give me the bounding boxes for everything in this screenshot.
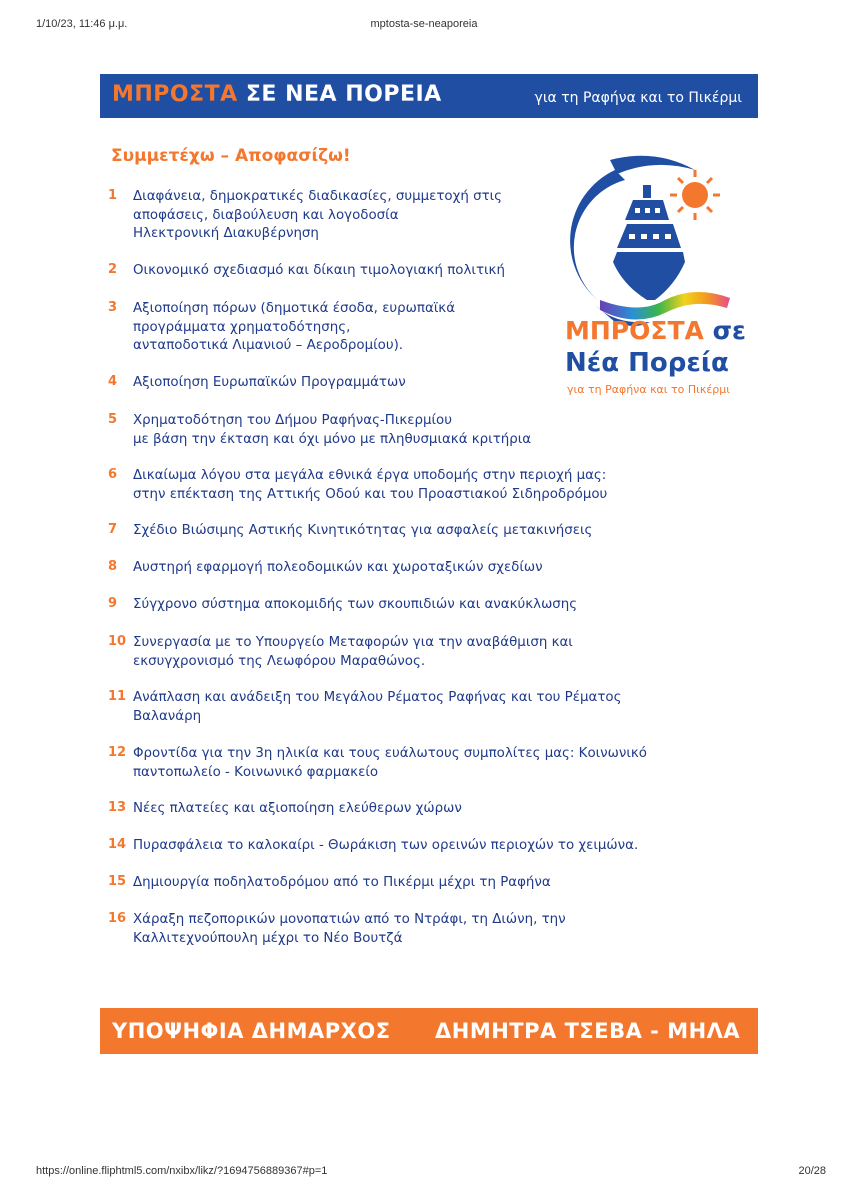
banner-title-white: ΣΕ ΝΕΑ ΠΟΡΕΙΑ [245,82,442,107]
item-number: 5 [108,412,118,427]
item-number: 9 [108,596,118,611]
item-number: 1 [108,188,118,203]
item-number: 6 [108,467,118,482]
item-text: Δικαίωμα λόγου στα μεγάλα εθνικά έργα υποδομής στην περιοχή μας: στην επέκταση της Αττικής Οδού και του Προαστιακού Σιδηροδρόμου [133,468,608,502]
banner-title [112,82,442,107]
item-text: Σύγχρονο σύστημα αποκομιδής των σκουπιδιών και ανακύκλωσης [133,597,578,612]
print-title: mptosta-se-neaporeia [370,18,478,30]
item-number: 11 [108,689,127,704]
candidate-role: ΥΠΟΨΗΦΙΑ ΔΗΜΑΡΧΟΣ [112,1019,391,1043]
item-number: 4 [108,374,118,389]
item-text: Αξιοποίηση πόρων (δημοτικά έσοδα, ευρωπαϊκά προγράμματα χρηματοδότησης, ανταποδοτικά Λιμανιού – Αεροδρομίου). [133,301,456,353]
item-number: 2 [108,262,118,277]
item-text: Ανάπλαση και ανάδειξη του Μεγάλου Ρέματος Ραφήνας και του Ρέματος Βαλανάρη [133,690,622,724]
print-page-number: 20/28 [798,1165,826,1177]
item-number: 3 [108,300,118,315]
item-text: Οικονομικό σχεδιασμό και δίκαιη τιμολογιακή πολιτική [133,263,505,278]
item-text: Σχέδιο Βιώσιμης Αστικής Κινητικότητας για ασφαλείς μετακινήσεις [133,523,593,538]
item-text: Πυρασφάλεια το καλοκαίρι - Θωράκιση των ορεινών περιοχών το χειμώνα. [133,838,639,853]
bottom-banner [100,1008,758,1054]
section-subtitle: Συμμετέχω – Αποφασίζω! [111,146,351,166]
item-text: Διαφάνεια, δημοκρατικές διαδικασίες, συμμετοχή στις αποφάσεις, διαβούλευση και λογοδοσία Ηλεκτρονική Διακυβέρνηση [133,189,503,241]
item-text: Νέες πλατείες και αξιοποίηση ελεύθερων χώρων [133,801,462,816]
item-text: Χάραξη πεζοπορικών μονοπατιών από το Ντράφι, τη Διώνη, την Καλλιτεχνούπουλη μέχρι το Νέο Βουτζά [133,912,566,946]
top-banner [100,74,758,118]
banner-title-orange: ΜΠΡΟΣΤΑ [112,82,238,107]
item-number: 7 [108,522,118,537]
logo-line1 [565,316,746,345]
logo-line1-blue: σε [712,316,746,345]
item-number: 13 [108,800,127,815]
item-number: 12 [108,745,127,760]
logo-line2: Νέα Πορεία [565,348,729,378]
banner-tagline: για τη Ραφήνα και το Πικέρμι [534,90,742,106]
item-number: 15 [108,874,127,889]
item-text: Χρηματοδότηση του Δήμου Ραφήνας-Πικερμίου με βάση την έκταση και όχι μόνο με πληθυσμιακά κριτήρια [133,413,532,447]
item-text: Φροντίδα για την 3η ηλικία και τους ευάλωτους συμπολίτες μας: Κοινωνικό παντοπωλείο - Κοινωνικό φαρμακείο [133,746,647,780]
item-number: 10 [108,634,127,649]
item-text: Συνεργασία με το Υπουργείο Μεταφορών για την αναβάθμιση και εκσυγχρονισμό της Λεωφόρου Μαραθώνος. [133,635,573,669]
item-number: 8 [108,559,118,574]
item-number: 16 [108,911,127,926]
logo-line3: για τη Ραφήνα και το Πικέρμι [567,383,731,396]
print-datetime: 1/10/23, 11:46 μ.μ. [36,18,128,30]
item-number: 14 [108,837,127,852]
item-text: Αυστηρή εφαρμογή πολεοδομικών και χωροταξικών σχεδίων [133,560,543,575]
candidate-name: ΔΗΜΗΤΡΑ ΤΣΕΒΑ - ΜΗΛΑ [435,1019,741,1043]
item-text: Αξιοποίηση Ευρωπαϊκών Προγραμμάτων [133,375,406,390]
print-url[interactable]: https://online.fliphtml5.com/nxibx/likz/?1694756889367#p=1 [36,1165,328,1177]
item-text: Δημιουργία ποδηλατοδρόμου από το Πικέρμι μέχρι τη Ραφήνα [133,875,551,890]
logo-line1-orange: ΜΠΡΟΣΤΑ [565,316,704,345]
